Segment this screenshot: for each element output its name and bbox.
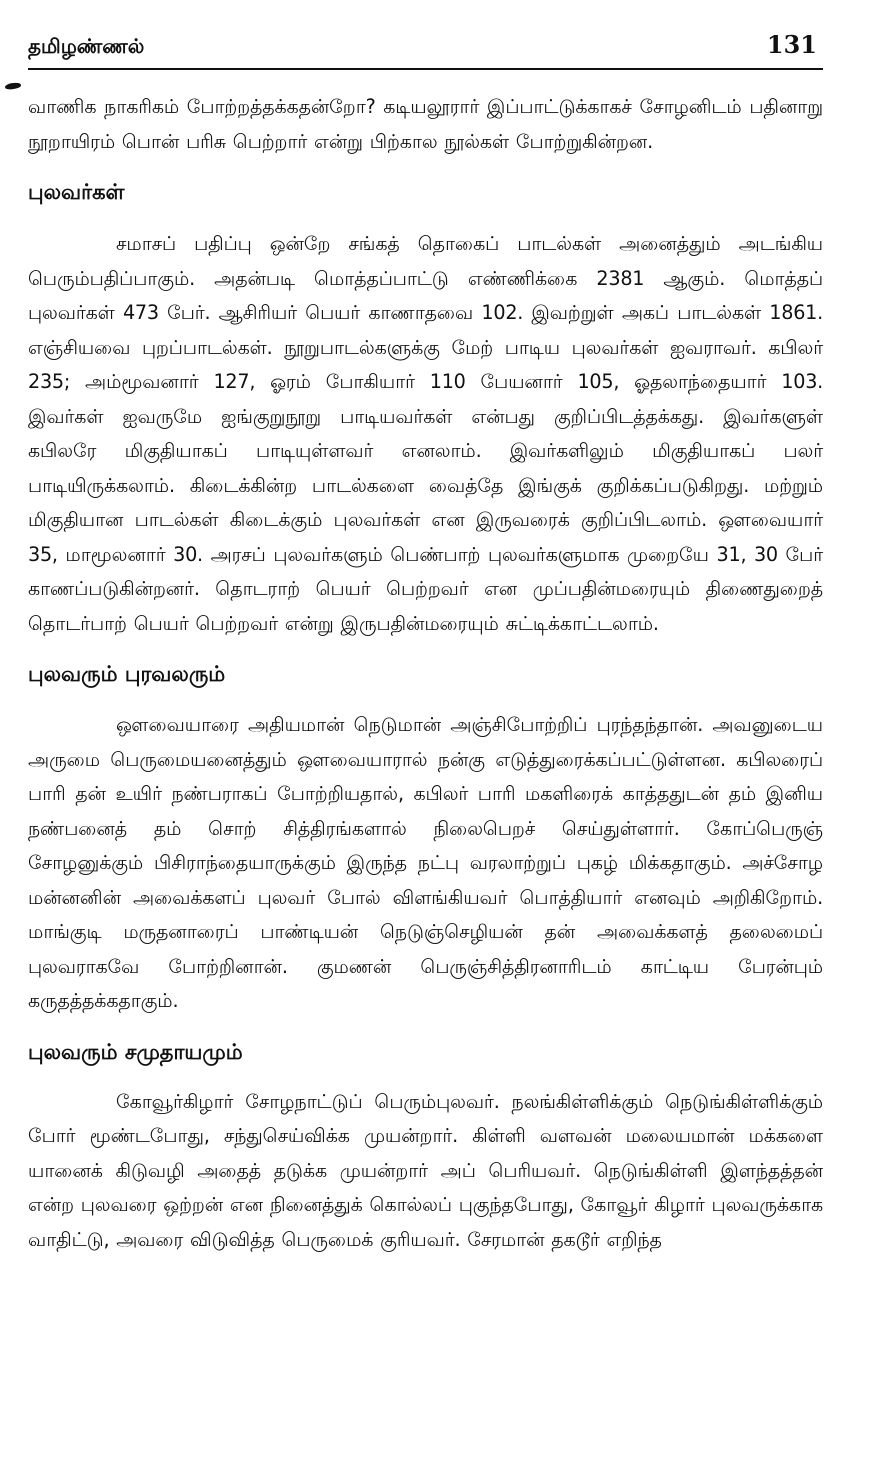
book-page: [28, 30, 823, 1257]
intro-paragraph: வாணிக நாகரிகம் போற்றத்தக்கதன்றோ? கடியலூரார் இப்பாட்டுக்காகச் சோழனிடம் பதினாறு நூறாயிரம் பொன் பரிசு பெற்றார் என்று பிற்கால நூல்கள் போற்றுகின்றன.: [28, 95, 823, 153]
section-paragraph-samudhayamum: கோவூர்கிழார் சோழநாட்டுப் பெரும்புலவர். நலங்கிள்ளிக்கும் நெடுங்கிள்ளிக்கும் போர் மூண்டபோது, சந்துசெய்விக்க முயன்றார். கிள்ளி வளவன் மலையமான் மக்களை யானைக் கிடுவழி அதைத் தடுக்க முயன்றார் அப் பெரியவர். நெடுங்கிள்ளி இளந்தத்தன் என்ற புலவரை ஒற்றன் என நினைத்துக் கொல்லப் புகுந்தபோது, கோவூர் கிழார் புலவருக்காக வாதிட்டு, அவரை விடுவித்த பெருமைக் குரியவர். சேரமான் தகடூர் எறிந்த: [28, 1089, 823, 1251]
section-paragraph-pulavargal: சமாசப் பதிப்பு ஒன்றே சங்கத் தொகைப் பாடல்கள் அனைத்தும் அடங்கிய பெரும்பதிப்பாகும். அதன்படி மொத்தப்பாட்டு எண்ணிக்கை 2381 ஆகும். மொத்தப் புலவர்கள் 473 பேர். ஆசிரியர் பெயர் காணாதவை 102. இவற்றுள் அகப் பாடல்கள் 1861. எஞ்சியவை புறப்பாடல்கள். நூறுபாடல்களுக்கு மேற் பாடிய புலவர்கள் ஐவராவர். கபிலர் 235; அம்மூவனார் 127, ஓரம் போகியார் 110 பேயனார் 105, ஓதலாந்தையார் 103. இவர்கள் ஐவருமே ஐங்குறுநூறு பாடியவர்கள் என்பது குறிப்பிடத்தக்கது. இவர்களுள் கபிலரே மிகுதியாகப் பாடியுள்ளவர் எனலாம். இவர்களிலும் மிகுதியாகப் பலர் பாடியிருக்கலாம். கிடைக்கின்ற பாடல்களை வைத்தே இங்குக் குறிக்கப்படுகிறது. மற்றும் மிகுதியான பாடல்கள் கிடைக்கும் புலவர்கள் என இருவரைக் குறிப்பிடலாம். ஔவையார் 35, மாமூலனார் 30. அரசப் புலவர்களும் பெண்பாற் புலவர்களுமாக முறையே 31, 30 பேர் காணப்படுகின்றனர். தொடராற் பெயர் பெற்றவர் என முப்பதின்மரையும் திணைதுறைத் தொடர்பாற் பெயர் பெற்றவர் என்று இருபதின்மரையும் சுட்டிக்காட்டலாம்.: [28, 232, 823, 635]
page-number: 131: [766, 30, 817, 59]
section-heading-puravalarum: புலவரும் புரவலரும்: [28, 662, 226, 686]
section-paragraph-puravalarum: ஔவையாரை அதியமான் நெடுமான் அஞ்சிபோற்றிப் புரந்தந்தான். அவனுடைய அருமை பெருமையனைத்தும் ஔவையாரால் நன்கு எடுத்துரைக்கப்பட்டுள்ளன. கபிலரைப் பாரி தன் உயிர் நண்பராகப் போற்றியதால், கபிலர் பாரி மகளிரைக் காத்ததுடன் தம் இனிய நண்பனைத் தம் சொற் சித்திரங்களால் நிலைபெறச் செய்துள்ளார். கோப்பெருஞ் சோழனுக்கும் பிசிராந்தையாருக்கும் இருந்த நட்பு வரலாற்றுப் புகழ் மிக்கதாகும். அச்சோழ மன்னனின் அவைக்களப் புலவர் போல் விளங்கியவர் பொத்தியார் எனவும் அறிகிறோம். மாங்குடி மருதனாரைப் பாண்டியன் நெடுஞ்செழியன் தன் அவைக்களத் தலைமைப் புலவராகவே போற்றினான். குமணன் பெருஞ்சித்திரனாரிடம் காட்டிய பேரன்பும் கருதத்தக்கதாகும்.: [28, 713, 823, 1012]
ink-smudge: [5, 82, 22, 91]
running-header-title: தமிழண்ணல்: [28, 34, 145, 58]
section-heading-pulavargal: புலவர்கள்: [28, 180, 125, 204]
running-header: [28, 30, 823, 70]
section-heading-samudhayamum: புலவரும் சமுதாயமும்: [28, 1039, 243, 1064]
